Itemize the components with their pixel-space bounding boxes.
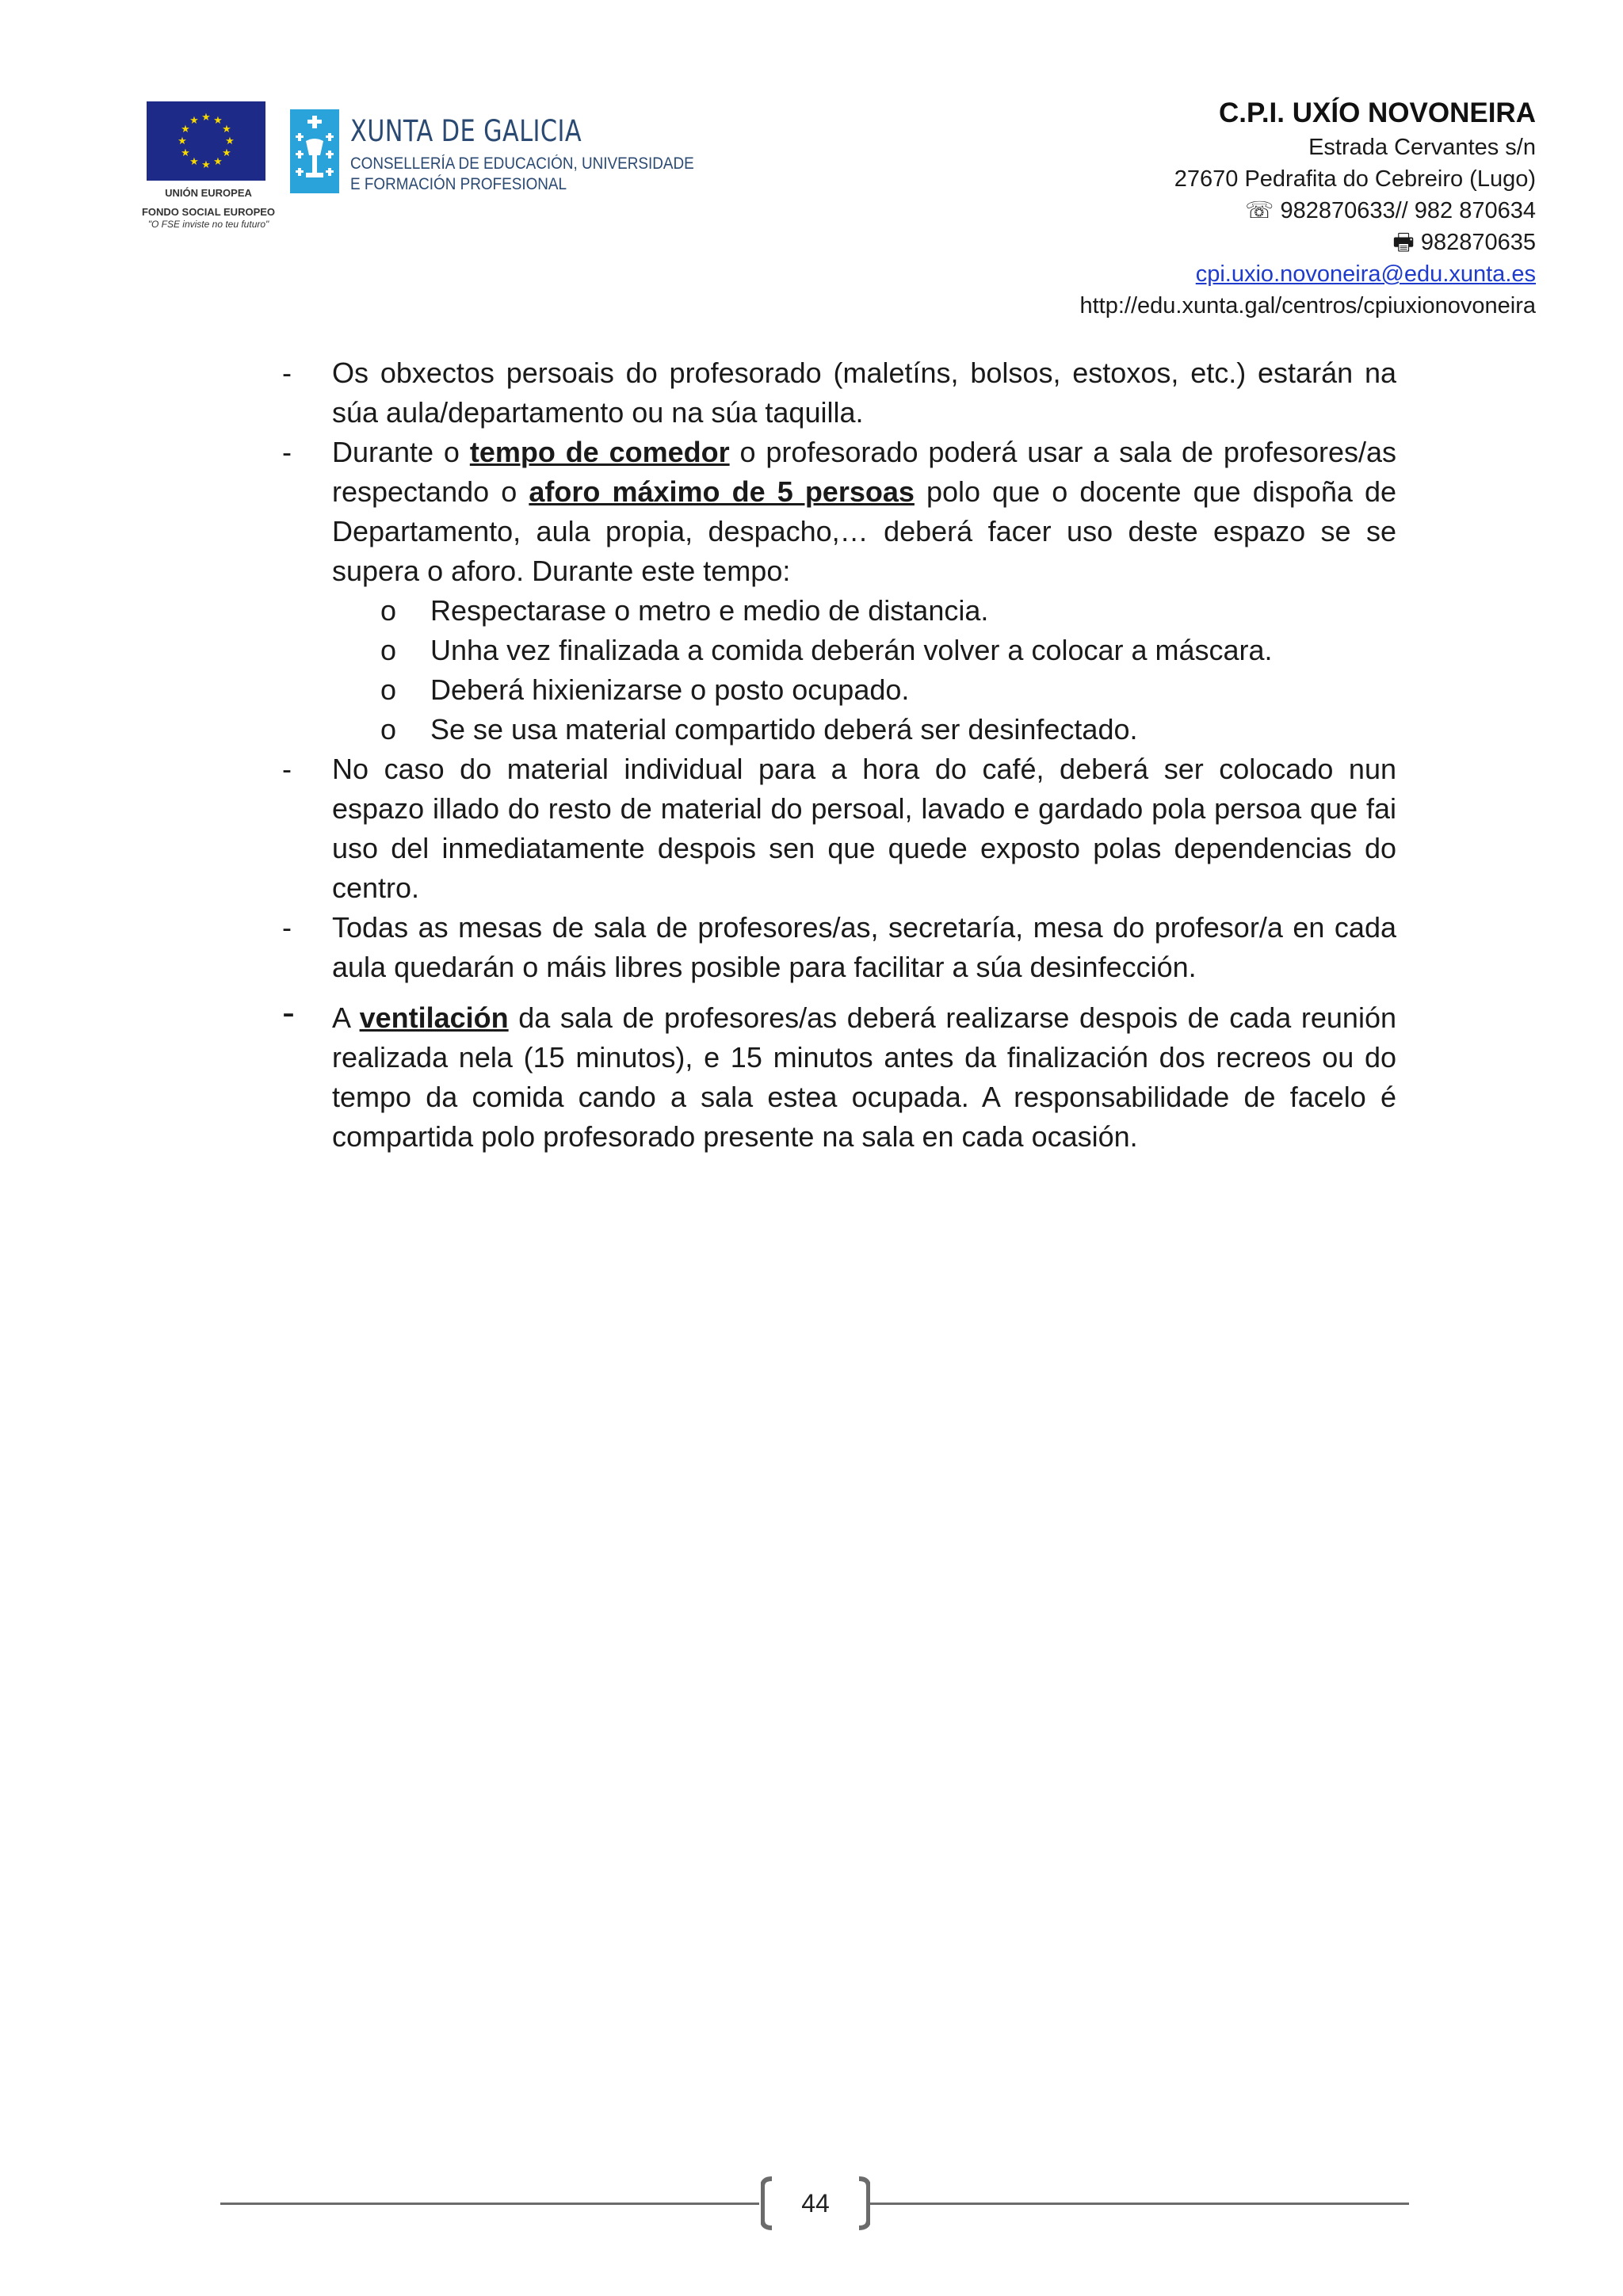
- sub-list-bullet: o: [380, 594, 397, 627]
- page-number-text: 44: [801, 2189, 830, 2218]
- list-item-text: da sala de profesores/as deberá realizarse despois de cada reunión realizada nela (15 minutos), e 15 minutos antes da finalización dos recreos ou do tempo da comida cando a sala estea ocupada. A responsabilidade de facelo é compartida polo profesorado presente na sala en cada ocasión.: [332, 1001, 1396, 1153]
- sub-list-item-text: Deberá hixienizarse o posto ocupado.: [430, 673, 910, 706]
- svg-text:★: ★: [201, 159, 211, 171]
- sub-list-item-text: Unha vez finalizada a comida deberán volver a colocar a máscara.: [430, 634, 1273, 666]
- svg-text:★: ★: [189, 115, 199, 127]
- list-dash: -: [282, 753, 292, 785]
- school-email-link[interactable]: cpi.uxio.novoneira@edu.xunta.es: [1195, 261, 1536, 287]
- sub-list-item: [282, 591, 1396, 631]
- list-item: [282, 433, 1396, 591]
- sub-list-bullet: o: [380, 673, 397, 706]
- school-info: [1079, 95, 1536, 322]
- list-item: [282, 353, 1396, 433]
- svg-text:★: ★: [181, 124, 190, 135]
- xunta-subtitle-line-1: CONSELLERÍA DE EDUCACIÓN, UNIVERSIDADE: [350, 154, 694, 173]
- document-body: [282, 353, 1396, 1157]
- eu-logo-motto: "O FSE inviste no teu futuro": [147, 219, 269, 230]
- sub-list-item-text: Se se usa material compartido deberá ser desinfectado.: [430, 713, 1138, 746]
- sub-list-item: [282, 631, 1396, 670]
- sub-list-item-text: Respectarase o metro e medio de distancia.: [430, 594, 989, 627]
- svg-text:★: ★: [222, 124, 231, 135]
- svg-text:★: ★: [178, 135, 187, 147]
- list-item: [282, 908, 1396, 987]
- eu-flag-icon: [147, 101, 265, 181]
- page-number: [761, 2176, 870, 2231]
- school-website: http://edu.xunta.gal/centros/cpiuxionovoneira: [1079, 293, 1536, 318]
- eu-logo-text-2: FONDO SOCIAL EUROPEO: [141, 206, 276, 218]
- emphasis-aforo-maximo: aforo máximo de 5 persoas: [529, 475, 915, 508]
- svg-text:★: ★: [213, 115, 223, 127]
- list-item-text: polo que o docente que dispoña de Departamento, aula propia, despacho,… deberá facer uso deste espazo se se supera o aforo. Durante este tempo:: [332, 475, 1397, 587]
- emphasis-ventilacion: ventilación: [359, 1001, 509, 1034]
- xunta-subtitle-line-2: E FORMACIÓN PROFESIONAL: [350, 175, 567, 193]
- list-dash: -: [282, 992, 295, 1034]
- sub-list-item: [282, 710, 1396, 749]
- school-city: 27670 Pedrafita do Cebreiro (Lugo): [1174, 166, 1536, 192]
- xunta-subtitle: [350, 154, 694, 195]
- xunta-title: XUNTA DE GALICIA: [350, 114, 582, 148]
- school-fax: 🖶 982870635: [1392, 230, 1536, 255]
- galicia-emblem-icon: [290, 109, 339, 193]
- sub-list-bullet: o: [380, 713, 397, 746]
- sub-list-item: [282, 670, 1396, 710]
- svg-text:★: ★: [181, 147, 190, 159]
- svg-text:★: ★: [222, 147, 231, 159]
- school-name: C.P.I. UXÍO NOVONEIRA: [1219, 97, 1536, 128]
- footer-rule-left: [220, 2203, 759, 2205]
- list-item-text: A: [332, 1001, 360, 1034]
- eu-logo-text-1: UNIÓN EUROPEA: [165, 187, 252, 199]
- list-item-text: Durante o: [332, 436, 470, 468]
- list-dash: -: [282, 357, 292, 389]
- list-item-text: o profesorado poderá usar a sala de profesores/as respectando o: [332, 436, 1396, 508]
- svg-text:★: ★: [225, 135, 235, 147]
- list-dash: -: [282, 911, 292, 944]
- svg-text:★: ★: [213, 156, 223, 168]
- svg-text:★: ★: [189, 156, 199, 168]
- eu-logo: [125, 101, 292, 230]
- list-dash: -: [282, 436, 292, 468]
- list-item-text: Todas as mesas de sala de profesores/as, secretaría, mesa do profesor/a en cada aula quedarán o máis libres posible para facilitar a súa desinfección.: [332, 911, 1396, 983]
- list-item: [282, 749, 1396, 908]
- list-item-text: No caso do material individual para a hora do café, deberá ser colocado nun espazo illado do resto de material do persoal, lavado e gardado pola persoa que fai uso del inmediatamente despois sen que quede exposto polas dependencias do centro.: [332, 753, 1396, 904]
- svg-text:★: ★: [201, 112, 211, 124]
- school-address: Estrada Cervantes s/n: [1308, 135, 1536, 160]
- spacer: [282, 987, 1396, 998]
- emphasis-tempo-comedor: tempo de comedor: [469, 436, 730, 468]
- sub-list-bullet: o: [380, 634, 397, 666]
- school-phone: ☏ 982870633// 982 870634: [1245, 198, 1536, 223]
- list-item-text: Os obxectos persoais do profesorado (maletíns, bolsos, estoxos, etc.) estarán na súa aula/departamento ou na súa taquilla.: [332, 357, 1396, 429]
- footer-rule-right: [870, 2203, 1409, 2205]
- list-item: [282, 992, 1396, 1157]
